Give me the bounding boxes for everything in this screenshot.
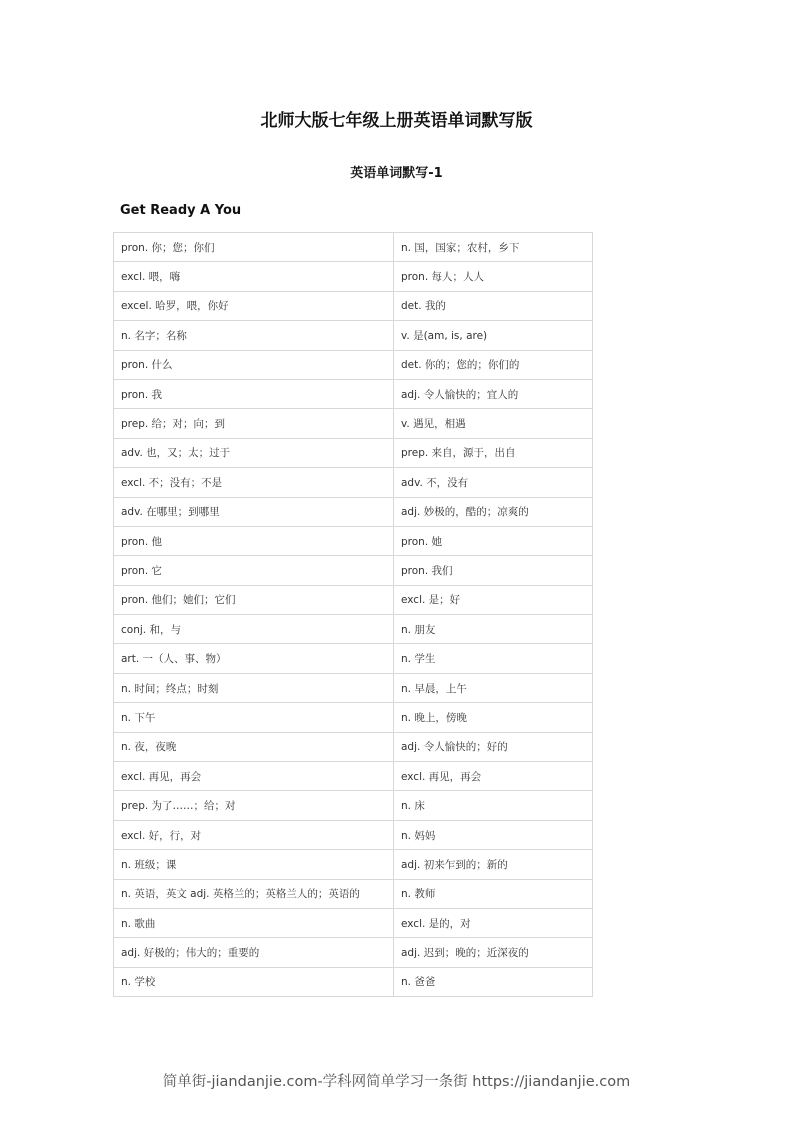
definition-cell-right: det. 你的；您的；你们的 [394, 350, 593, 379]
table-row [114, 438, 593, 467]
definition-cell-left: adj. 好极的；伟大的；重要的 [114, 938, 394, 967]
table-row [114, 556, 593, 585]
definition-cell-right: n. 朋友 [394, 615, 593, 644]
unit-heading: Get Ready A You [120, 203, 242, 218]
table-row [114, 409, 593, 438]
definition-cell-left: n. 英语，英文 adj. 英格兰的；英格兰人的；英语的 [114, 879, 394, 908]
definition-cell-right: adj. 令人愉快的；宜人的 [394, 379, 593, 408]
definition-cell-right: n. 国，国家；农村，乡下 [394, 233, 593, 262]
definition-cell-left: excl. 喂，嗨 [114, 262, 394, 291]
table-row [114, 262, 593, 291]
vocabulary-table [113, 232, 593, 997]
definition-cell-right: v. 遇见，相遇 [394, 409, 593, 438]
definition-cell-left: prep. 为了……；给；对 [114, 791, 394, 820]
table-row [114, 879, 593, 908]
table-row [114, 850, 593, 879]
table-row [114, 379, 593, 408]
definition-cell-left: pron. 他 [114, 526, 394, 555]
table-row [114, 820, 593, 849]
definition-cell-left: adv. 在哪里；到哪里 [114, 497, 394, 526]
definition-cell-left: pron. 我 [114, 379, 394, 408]
table-row [114, 967, 593, 996]
table-row [114, 732, 593, 761]
definition-cell-right: n. 早晨，上午 [394, 673, 593, 702]
table-row [114, 644, 593, 673]
definition-cell-right: excl. 再见，再会 [394, 762, 593, 791]
definition-cell-right: adj. 妙极的，酷的；凉爽的 [394, 497, 593, 526]
definition-cell-left: n. 歌曲 [114, 908, 394, 937]
table-row [114, 938, 593, 967]
page-title: 北师大版七年级上册英语单词默写版 [260, 111, 533, 131]
table-row [114, 585, 593, 614]
definition-cell-left: n. 名字；名称 [114, 321, 394, 350]
table-row [114, 762, 593, 791]
definition-cell-right: n. 学生 [394, 644, 593, 673]
definition-cell-right: n. 妈妈 [394, 820, 593, 849]
definition-cell-left: excel. 哈罗，喂，你好 [114, 291, 394, 320]
table-row [114, 703, 593, 732]
definition-cell-left: conj. 和，与 [114, 615, 394, 644]
definition-cell-right: n. 晚上，傍晚 [394, 703, 593, 732]
table-row [114, 468, 593, 497]
definition-cell-left: n. 时间；终点；时刻 [114, 673, 394, 702]
definition-cell-right: pron. 我们 [394, 556, 593, 585]
definition-cell-left: pron. 你；您；你们 [114, 233, 394, 262]
table-row [114, 908, 593, 937]
table-row [114, 673, 593, 702]
definition-cell-right: prep. 来自，源于，出自 [394, 438, 593, 467]
definition-cell-left: pron. 他们；她们；它们 [114, 585, 394, 614]
definition-cell-right: excl. 是的，对 [394, 908, 593, 937]
definition-cell-left: adv. 也，又；太；过于 [114, 438, 394, 467]
footer-watermark: 简单街-jiandanjie.com-学科网简单学习一条街 https://jiandanjie.com [162, 1074, 631, 1090]
table-row [114, 291, 593, 320]
definition-cell-left: excl. 不；没有；不是 [114, 468, 394, 497]
definition-cell-left: n. 班级；课 [114, 850, 394, 879]
definition-cell-right: adj. 令人愉快的；好的 [394, 732, 593, 761]
definition-cell-left: excl. 好，行，对 [114, 820, 394, 849]
definition-cell-right: pron. 她 [394, 526, 593, 555]
table-row [114, 526, 593, 555]
definition-cell-right: pron. 每人；人人 [394, 262, 593, 291]
definition-cell-right: adj. 初来乍到的；新的 [394, 850, 593, 879]
definition-cell-right: det. 我的 [394, 291, 593, 320]
table-row [114, 321, 593, 350]
table-row [114, 350, 593, 379]
table-row [114, 233, 593, 262]
definition-cell-left: n. 夜，夜晚 [114, 732, 394, 761]
definition-cell-right: excl. 是；好 [394, 585, 593, 614]
definition-cell-right: n. 床 [394, 791, 593, 820]
table-row [114, 791, 593, 820]
section-subtitle: 英语单词默写-1 [350, 166, 443, 181]
definition-cell-left: art. 一（人、事、物） [114, 644, 394, 673]
definition-cell-right: n. 教师 [394, 879, 593, 908]
definition-cell-left: n. 下午 [114, 703, 394, 732]
definition-cell-right: v. 是(am, is, are) [394, 321, 593, 350]
definition-cell-left: pron. 它 [114, 556, 394, 585]
table-row [114, 615, 593, 644]
definition-cell-left: pron. 什么 [114, 350, 394, 379]
definition-cell-right: adv. 不，没有 [394, 468, 593, 497]
definition-cell-right: n. 爸爸 [394, 967, 593, 996]
definition-cell-left: excl. 再见，再会 [114, 762, 394, 791]
definition-cell-left: prep. 给；对；向；到 [114, 409, 394, 438]
definition-cell-left: n. 学校 [114, 967, 394, 996]
table-row [114, 497, 593, 526]
definition-cell-right: adj. 迟到；晚的；近深夜的 [394, 938, 593, 967]
